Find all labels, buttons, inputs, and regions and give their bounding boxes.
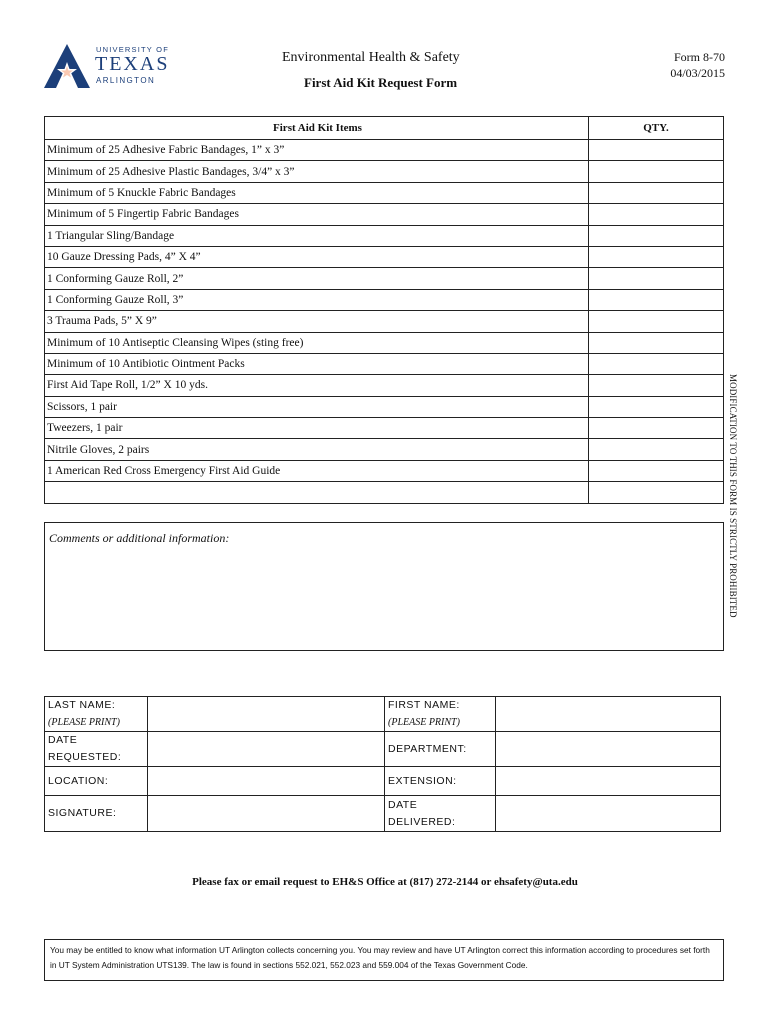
- qty-cell[interactable]: [589, 289, 724, 310]
- item-label: 1 American Red Cross Emergency First Aid Guide: [45, 460, 589, 481]
- qty-cell[interactable]: [589, 332, 724, 353]
- table-row: [45, 353, 724, 374]
- privacy-notice: You may be entitled to know what information UT Arlington collects concerning you. You may review and have UT Arlington correct this information according to procedures set forth in UT System Administration UTS139. The law is found in sections 552.021, 552.023 and 559.004 of the Texas Government Code.: [44, 939, 724, 981]
- item-label: Minimum of 5 Knuckle Fabric Bandages: [45, 182, 589, 203]
- extension-label: EXTENSION:: [385, 767, 496, 796]
- signature-field[interactable]: [148, 796, 385, 832]
- item-label: Minimum of 10 Antibiotic Ointment Packs: [45, 353, 589, 374]
- qty-cell[interactable]: [589, 460, 724, 481]
- table-row: [45, 439, 724, 460]
- item-label: Minimum of 5 Fingertip Fabric Bandages: [45, 204, 589, 225]
- qty-cell[interactable]: [589, 161, 724, 182]
- extension-field[interactable]: [496, 767, 721, 796]
- items-table: [44, 116, 724, 504]
- qty-cell[interactable]: [589, 353, 724, 374]
- qty-cell[interactable]: [589, 375, 724, 396]
- logo-texas: TEXAS: [95, 53, 170, 75]
- table-row: [45, 140, 724, 161]
- qty-cell[interactable]: [589, 311, 724, 332]
- requester-info-table: [44, 696, 721, 832]
- table-row: [45, 460, 724, 481]
- item-label: Scissors, 1 pair: [45, 396, 589, 417]
- date-requested-field[interactable]: [148, 732, 385, 767]
- table-row: [45, 289, 724, 310]
- side-note-text: MODIFICATION TO THIS FORM IS STRICTLY PROHIBITED: [728, 374, 738, 618]
- qty-cell[interactable]: [589, 246, 724, 267]
- item-label: 1 Conforming Gauze Roll, 2”: [45, 268, 589, 289]
- table-row: [45, 482, 724, 503]
- item-label: Nitrile Gloves, 2 pairs: [45, 439, 589, 460]
- logo-university-of: UNIVERSITY OF: [96, 45, 169, 54]
- location-field[interactable]: [148, 767, 385, 796]
- side-note: [724, 374, 738, 654]
- qty-cell[interactable]: [589, 439, 724, 460]
- logo-arlington: ARLINGTON: [96, 76, 156, 85]
- item-label: Minimum of 25 Adhesive Plastic Bandages, 3/4” x 3”: [45, 161, 589, 182]
- last-name-label: LAST NAME: (PLEASE PRINT): [45, 697, 148, 732]
- last-name-field[interactable]: [148, 697, 385, 732]
- comments-box[interactable]: [44, 522, 724, 651]
- table-row: [45, 311, 724, 332]
- qty-cell[interactable]: [589, 204, 724, 225]
- item-label: 3 Trauma Pads, 5” X 9”: [45, 311, 589, 332]
- uta-star-logo-icon: [44, 44, 90, 88]
- date-requested-label: DATE REQUESTED:: [45, 732, 148, 767]
- qty-cell[interactable]: [589, 140, 724, 161]
- table-row: [45, 204, 724, 225]
- item-label: Minimum of 10 Antiseptic Cleansing Wipes (sting free): [45, 332, 589, 353]
- item-entry-blank[interactable]: [45, 482, 589, 503]
- table-row: [45, 396, 724, 417]
- column-header-qty: QTY.: [589, 117, 724, 140]
- item-label: Tweezers, 1 pair: [45, 418, 589, 439]
- table-row: [45, 375, 724, 396]
- item-label: 1 Conforming Gauze Roll, 3”: [45, 289, 589, 310]
- department-field[interactable]: [496, 732, 721, 767]
- date-delivered-field[interactable]: [496, 796, 721, 832]
- table-row: [45, 182, 724, 203]
- items-table-header: [45, 117, 724, 140]
- table-row: [45, 418, 724, 439]
- form-number: Form 8-70: [674, 50, 725, 64]
- qty-cell[interactable]: [589, 482, 724, 503]
- qty-cell[interactable]: [589, 268, 724, 289]
- contact-instructions: Please fax or email request to EH&S Office at (817) 272-2144 or ehsafety@uta.edu: [192, 876, 578, 888]
- table-row: [45, 225, 724, 246]
- qty-cell[interactable]: [589, 182, 724, 203]
- form-date: 04/03/2015: [670, 66, 725, 80]
- qty-cell[interactable]: [589, 396, 724, 417]
- form-number-block: [670, 49, 725, 81]
- item-label: First Aid Tape Roll, 1/2” X 10 yds.: [45, 375, 589, 396]
- department-heading: Environmental Health & Safety: [282, 50, 460, 65]
- item-label: Minimum of 25 Adhesive Fabric Bandages, 1” x 3”: [45, 140, 589, 161]
- date-delivered-label: DATE DELIVERED:: [385, 796, 496, 832]
- signature-label: SIGNATURE:: [45, 796, 148, 832]
- department-label: DEPARTMENT:: [385, 732, 496, 767]
- form-title: First Aid Kit Request Form: [304, 75, 458, 90]
- first-name-label: FIRST NAME: (PLEASE PRINT): [385, 697, 496, 732]
- first-name-field[interactable]: [496, 697, 721, 732]
- item-label: 1 Triangular Sling/Bandage: [45, 225, 589, 246]
- comments-label: Comments or additional information:: [49, 531, 230, 545]
- location-label: LOCATION:: [45, 767, 148, 796]
- table-row: [45, 161, 724, 182]
- column-header-items: First Aid Kit Items: [45, 117, 589, 140]
- table-row: [45, 246, 724, 267]
- table-row: [45, 332, 724, 353]
- qty-cell[interactable]: [589, 418, 724, 439]
- uta-logo: [44, 44, 174, 88]
- table-row: [45, 268, 724, 289]
- item-label: 10 Gauze Dressing Pads, 4” X 4”: [45, 246, 589, 267]
- qty-cell[interactable]: [589, 225, 724, 246]
